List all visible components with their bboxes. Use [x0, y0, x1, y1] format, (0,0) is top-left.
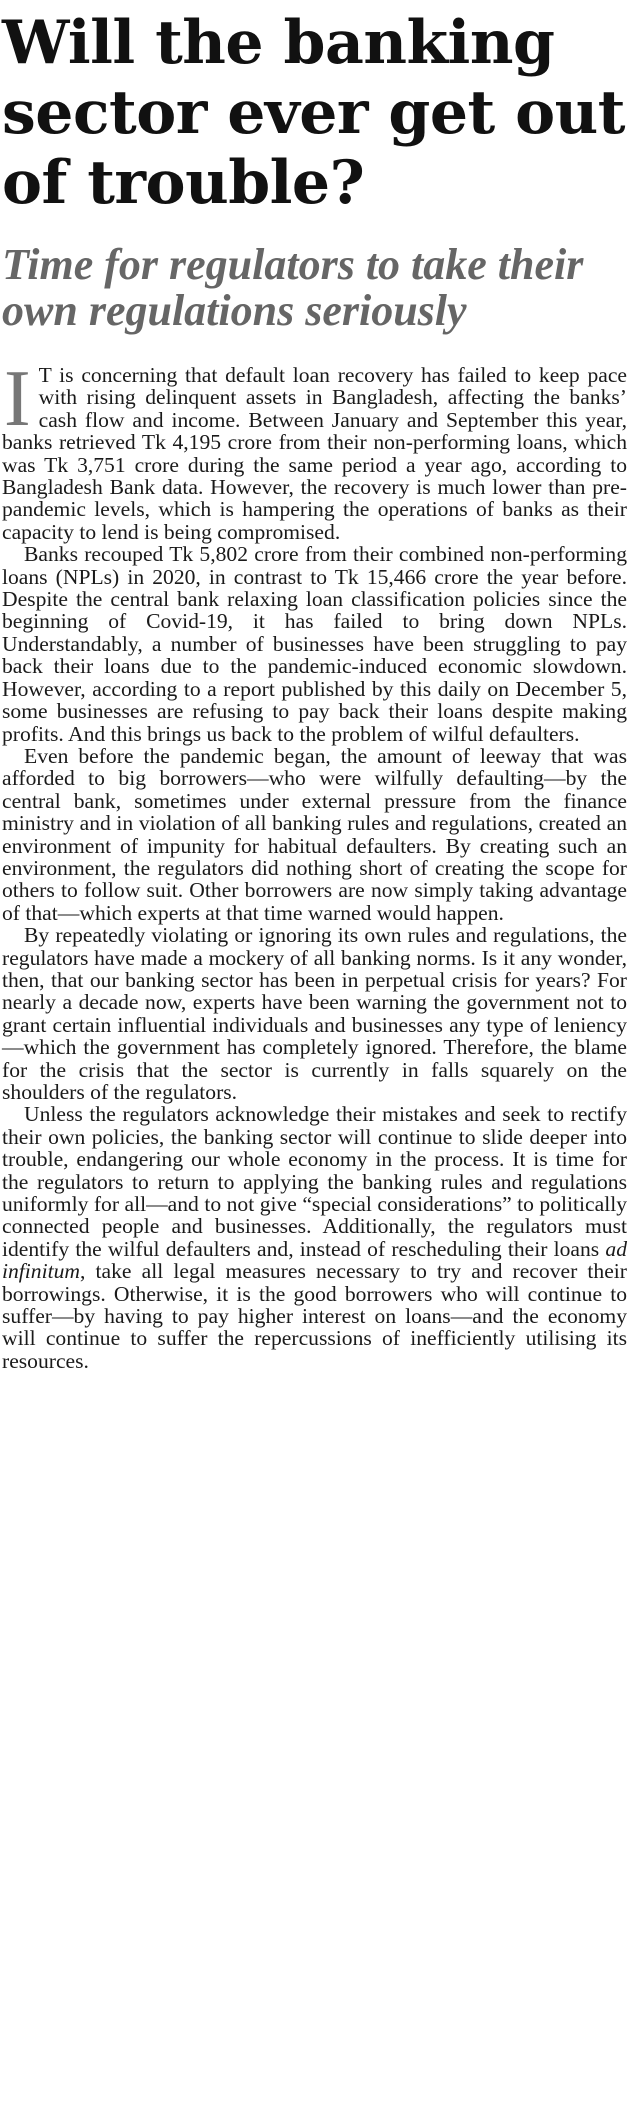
subheadline: Time for regulators to take their own regulations seriously: [2, 240, 584, 335]
paragraph-5-text-a: Unless the regulators acknowledge their mistakes and seek to rectify their own policies, the banking sector will continue to slide deeper into trouble, endangering our whole economy in the process. It is time for the regulators to return to applying the banking rules and regulations uniformly for all—and to not give “special considerations” to politically connected people and businesses. Additionally, the regulators must identify the wilful defaulters and, instead of rescheduling their loans: [2, 1102, 627, 1261]
headline: Will the banking sector ever get out of trouble?: [2, 8, 626, 218]
paragraph-5-text-b: , take all legal measures necessary to try and recover their borrowings. Otherwise, it is the good borrowers who will continue to suffer—by having to pay higher interest on loans—and the economy will continue to suffer the repercussions of inefficiently utilising its resources.: [2, 1259, 627, 1373]
paragraph-4: By repeatedly violating or ignoring its own rules and regulations, the regulators have made a mockery of all banking norms. Is it any wonder, then, that our banking sector has been in perpetual crisis for years? For nearly a decade now, experts have been warning the government not to grant certain influential individuals and businesses any type of leniency—which the government has completely ignored. Therefore, the blame for the crisis that the sector is currently in falls squarely on the shoulders of the regulators.: [2, 923, 627, 1104]
article-body: [0, 355, 629, 1373]
paragraph-3: Even before the pandemic began, the amount of leeway that was afforded to big borrowers—who were wilfully defaulting—by the central bank, sometimes under external pressure from the finance ministry and in violation of all banking rules and regulations, created an environment of impunity for habitual defaulters. By creating such an environment, the regulators did nothing short of creating the scope for others to follow suit. Other borrowers are now simply taking advantage of that—which experts at that time warned would happen.: [2, 743, 627, 925]
paragraph-2: Banks recouped Tk 5,802 crore from their combined non-performing loans (NPLs) in 2020, in contrast to Tk 15,466 crore the year before. Despite the central bank relaxing loan classification policies since the beginning of Covid-19, it has failed to bring down NPLs. Understandably, a number of businesses have been struggling to pay back their loans due to the pandemic-induced economic slowdown. However, according to a report published by this daily on December 5, some businesses are refusing to pay back their loans despite making profits. And this brings us back to the problem of wilful defaulters.: [2, 542, 627, 746]
paragraph-5-italic: ad infinitum: [2, 1236, 627, 1284]
drop-cap: I: [4, 355, 31, 443]
paragraph-1-text: T is concerning that default loan recovery has failed to keep pace with rising delinquent assets in Bangladesh, affecting the banks’ cash flow and income. Between January and September this year, banks retrieved Tk 4,195 crore from their non-performing loans, which was Tk 3,751 crore during the same period a year ago, according to Bangladesh Bank data. However, the recovery is much lower than pre-pandemic levels, which is hampering the operations of banks as their capacity to lend is being compromised.: [2, 363, 627, 544]
paragraph-5: [2, 1103, 627, 1372]
paragraph-1: [2, 355, 627, 544]
